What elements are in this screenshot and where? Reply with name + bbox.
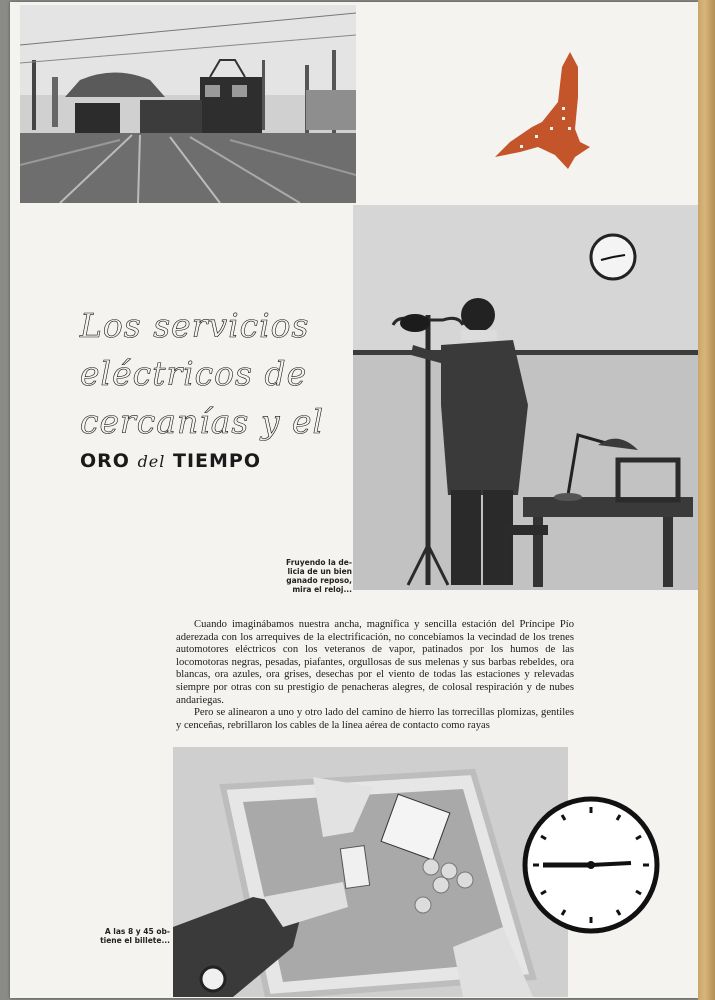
office-clock-photo — [353, 205, 698, 590]
railway-logo-icon — [490, 47, 610, 172]
title-oro: ORO — [80, 450, 130, 472]
title-line-2: eléctricos de — [80, 354, 308, 393]
train-station-photo — [20, 5, 356, 203]
article-title — [80, 302, 350, 472]
binding-edge — [698, 0, 715, 1000]
title-line-1: Los servicios — [80, 306, 310, 345]
body-paragraph: Cuando imaginábamos nuestra ancha, magnífica y sencilla estación del Príncipe Pío aderezada con los arrequives de la electrificación, no concebíamos la vecindad de los trenes automotores eléctricos con los veteranos de vapor, patinados por los humos de las locomotoras negras, pesadas, piafantes, orgullosas de sus melenas y sus barbas rebeldes, ora blancas, ora azules, ora grises, desechas por el viento de todas las estaciones y relevadas siempre por otras con su prestigio de penacheras alegres, de colosal respiración y de nubes andariegas. — [176, 619, 574, 706]
ticket-purchase-photo — [173, 747, 568, 997]
article-body — [176, 619, 574, 732]
body-paragraph: Pero se alinearon a uno y otro lado del camino de hierro las torrecillas plomizas, gentiles y cenceñas, rebrillaron los cables de la línea aérea de contacto como rayas — [176, 707, 574, 731]
ticket-photo-caption: A las 8 y 45 ob- tiene el billete... — [100, 927, 170, 945]
title-line-3: cercanías y el — [80, 402, 325, 441]
magazine-page — [10, 2, 698, 998]
title-oro-del-tiempo — [80, 450, 350, 472]
title-tiempo: TIEMPO — [173, 450, 262, 472]
clock-845-icon — [521, 795, 661, 935]
office-photo-caption: Fruyendo la de- licia de un bien ganado reposo, mira el reloj... — [286, 558, 352, 594]
title-del: del — [137, 452, 166, 471]
